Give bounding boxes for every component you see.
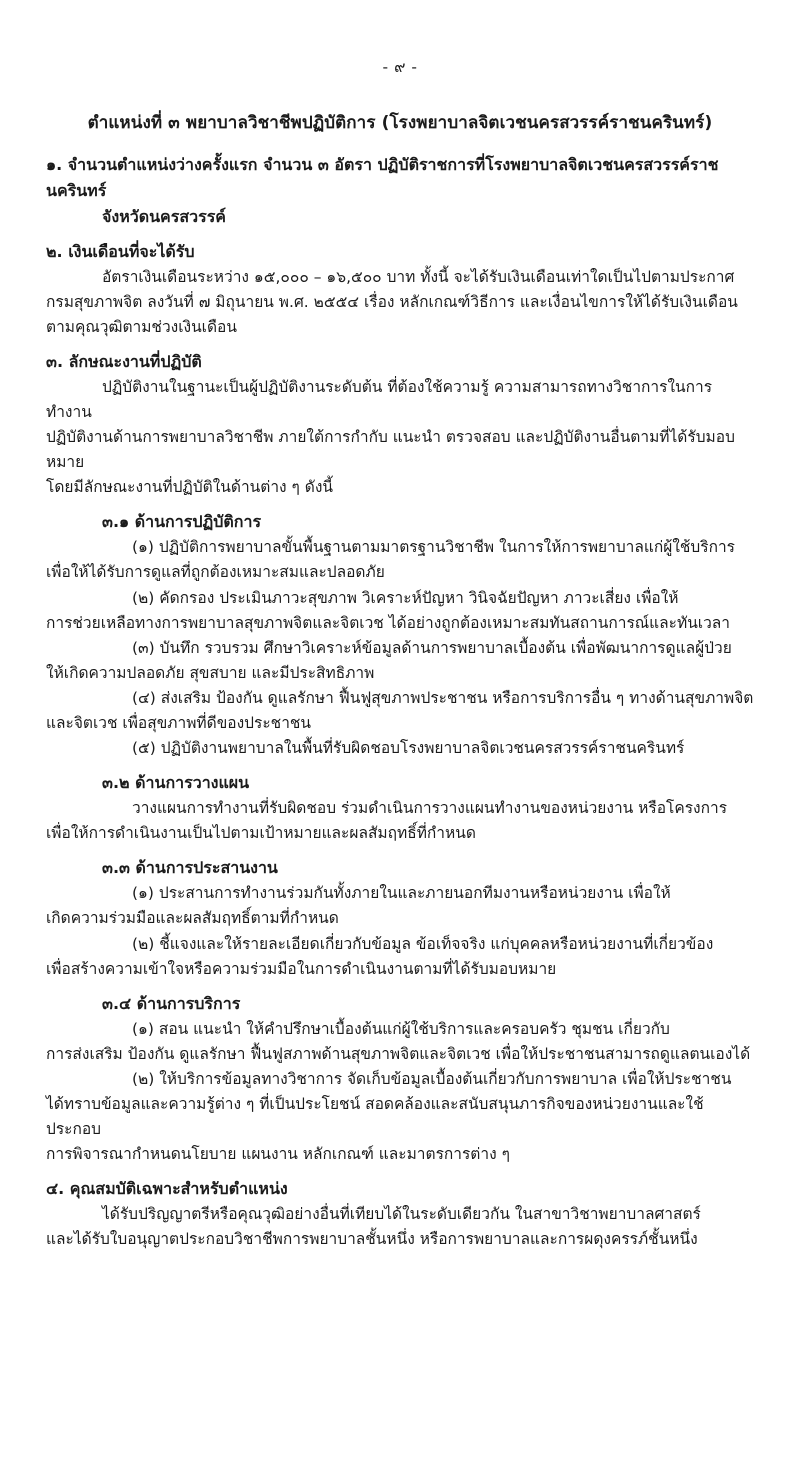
subsection-3-3 bbox=[46, 855, 754, 981]
section-3-paragraph-1: ปฏิบัติงานในฐานะเป็นผู้ปฏิบัติงานระดับต้น ที่ต้องใช้ความรู้ ความสามารถทางวิชาการในการทำงาน bbox=[46, 377, 713, 421]
subsection-3-2-heading: ๓.๒ ด้านการวางแผน bbox=[102, 773, 250, 793]
subsection-3-1-heading: ๓.๑ ด้านการปฏิบัติการ bbox=[102, 512, 262, 532]
section-1 bbox=[46, 152, 754, 230]
section-3-paragraph-3: โดยมีลักษณะงานที่ปฏิบัติในด้านต่าง ๆ ดังนี้ bbox=[46, 478, 334, 497]
subsection-3-2-item-1b: เพื่อให้การดำเนินงานเป็นไปตามเป้าหมายและผลสัมฤทธิ์ที่กำหนด bbox=[46, 824, 476, 843]
section-2-paragraph-1: อัตราเงินเดือนระหว่าง ๑๕,๐๐๐ – ๑๖,๕๐๐ บาท ทั้งนี้ จะได้รับเงินเดือนเท่าใดเป็นไปตามประกาศ bbox=[102, 267, 735, 286]
subsection-3-1-item-1b: เพื่อให้ได้รับการดูแลที่ถูกต้องเหมาะสมและปลอดภัย bbox=[46, 563, 385, 582]
subsection-3-3-item-1a: (๑) ประสานการทำงานร่วมกันทั้งภายในและภายนอกทีมงานหรือหน่วยงาน เพื่อให้ bbox=[132, 884, 671, 903]
subsection-3-3-heading: ๓.๓ ด้านการประสานงาน bbox=[102, 858, 278, 878]
section-2-heading: ๒. เงินเดือนที่จะได้รับ bbox=[46, 241, 195, 261]
subsection-3-1-item-1a: (๑) ปฏิบัติการพยาบาลขั้นพื้นฐานตามมาตรฐานวิชาชีพ ในการให้การพยาบาลแก่ผู้ใช้บริการ bbox=[132, 538, 736, 557]
subsection-3-1-item-2b: การช่วยเหลือทางการพยาบาลสุขภาพจิตและจิตเวช ได้อย่างถูกต้องเหมาะสมทันสถานการณ์และทันเวลา bbox=[46, 613, 730, 632]
subsection-3-3-item-1b: เกิดความร่วมมือและผลสัมฤทธิ์ตามที่กำหนด bbox=[46, 909, 339, 928]
subsection-3-2-item-1a: วางแผนการทำงานที่รับผิดชอบ ร่วมดำเนินการวางแผนทำงานของหน่วยงาน หรือโครงการ bbox=[132, 799, 728, 818]
subsection-3-1 bbox=[46, 509, 754, 761]
subsection-3-4-item-1a: (๑) สอน แนะนำ ให้คำปรึกษาเบื้องต้นแก่ผู้ใช้บริการและครอบครัว ชุมชน เกี่ยวกับ bbox=[132, 1019, 670, 1038]
subsection-3-3-item-2a: (๒) ชี้แจงและให้รายละเอียดเกี่ยวกับข้อมูล ข้อเท็จจริง แก่บุคคลหรือหน่วยงานที่เกี่ยวข้อง bbox=[132, 934, 714, 953]
subsection-3-3-item-2b: เพื่อสร้างความเข้าใจหรือความร่วมมือในการดำเนินงานตามที่ได้รับมอบหมาย bbox=[46, 959, 557, 978]
section-1-heading: ๑. จำนวนตำแหน่งว่างครั้งแรก จำนวน ๓ อัตรา ปฏิบัติราชการที่โรงพยาบาลจิตเวชนครสวรรค์ราชนครินทร์ bbox=[46, 155, 719, 200]
section-2-paragraph-2: กรมสุขภาพจิต ลงวันที่ ๗ มิถุนายน พ.ศ. ๒๕๕๔ เรื่อง หลักเกณฑ์วิธีการ และเงื่อนไขการให้ได้รับเงินเดือน bbox=[46, 292, 738, 311]
subsection-3-1-item-5: (๕) ปฏิบัติงานพยาบาลในพื้นที่รับผิดชอบโรงพยาบาลจิตเวชนครสวรรค์ราชนครินทร์ bbox=[132, 739, 685, 758]
subsection-3-4-item-1b: การส่งเสริม ป้องกัน ดูแลรักษา ฟื้นฟูสภาพด้านสุขภาพจิตและจิตเวช เพื่อให้ประชาชนสามารถดูแลตนเองได้ bbox=[46, 1044, 751, 1063]
page-title: ตำแหน่งที่ ๓ พยาบาลวิชาชีพปฏิบัติการ (โรงพยาบาลจิตเวชนครสวรรค์ราชนครินทร์) bbox=[87, 113, 713, 133]
subsection-3-1-item-2a: (๒) คัดกรอง ประเมินภาวะสุขภาพ วิเคราะห์ปัญหา วินิจฉัยปัญหา ภาวะเสี่ยง เพื่อให้ bbox=[132, 588, 679, 607]
subsection-3-4-item-2c: การพิจารณากำหนดนโยบาย แผนงาน หลักเกณฑ์ และมาตรการต่าง ๆ bbox=[46, 1145, 510, 1164]
section-2-paragraph-3: ตามคุณวุฒิตามช่วงเงินเดือน bbox=[46, 317, 237, 336]
section-4-heading: ๔. คุณสมบัติเฉพาะสำหรับตำแหน่ง bbox=[46, 1179, 288, 1199]
subsection-3-4-heading: ๓.๔ ด้านการบริการ bbox=[102, 993, 241, 1013]
subsection-3-2 bbox=[46, 770, 754, 846]
subsection-3-4-item-2a: (๒) ให้บริการข้อมูลทางวิชาการ จัดเก็บข้อมูลเบื้องต้นเกี่ยวกับการพยาบาล เพื่อให้ประชาชน bbox=[132, 1069, 732, 1088]
subsection-3-1-item-4a: (๔) ส่งเสริม ป้องกัน ดูแลรักษา ฟื้นฟูสุขภาพประชาชน หรือการบริการอื่น ๆ ทางด้านสุขภาพจิต bbox=[132, 688, 754, 707]
section-3 bbox=[46, 349, 754, 1167]
section-1-heading-cont: จังหวัดนครสวรรค์ bbox=[102, 206, 226, 226]
subsection-3-1-item-3a: (๓) บันทึก รวบรวม ศึกษาวิเคราะห์ข้อมูลด้านการพยาบาลเบื้องต้น เพื่อพัฒนาการดูแลผู้ป่วย bbox=[132, 638, 732, 657]
section-2 bbox=[46, 239, 754, 340]
subsection-3-4-item-2b: ได้ทราบข้อมูลและความรู้ต่าง ๆ ที่เป็นประโยชน์ สอดคล้องและสนับสนุนภารกิจของหน่วยงานและใช้ประกอบ bbox=[46, 1095, 704, 1139]
section-4-paragraph-1: ได้รับปริญญาตรีหรือคุณวุฒิอย่างอื่นที่เทียบได้ในระดับเดียวกัน ในสาขาวิชาพยาบาลศาสตร์ bbox=[102, 1205, 701, 1224]
section-4-paragraph-2: และได้รับใบอนุญาตประกอบวิชาชีพการพยาบาลชั้นหนึ่ง หรือการพยาบาลและการผดุงครรภ์ชั้นหนึ่ง bbox=[46, 1230, 698, 1249]
subsection-3-4 bbox=[46, 991, 754, 1168]
section-4 bbox=[46, 1176, 754, 1252]
subsection-3-1-item-3b: ให้เกิดความปลอดภัย สุขสบาย และมีประสิทธิภาพ bbox=[46, 663, 375, 682]
page-number: - ๙ - bbox=[382, 58, 418, 76]
section-3-heading: ๓. ลักษณะงานที่ปฏิบัติ bbox=[46, 351, 202, 371]
subsection-3-1-item-4b: และจิตเวช เพื่อสุขภาพที่ดีของประชาชน bbox=[46, 714, 312, 733]
section-3-paragraph-2: ปฏิบัติงานด้านการพยาบาลวิชาชีพ ภายใต้การกำกับ แนะนำ ตรวจสอบ และปฏิบัติงานอื่นตามที่ได้รับมอบหมาย bbox=[46, 428, 735, 472]
